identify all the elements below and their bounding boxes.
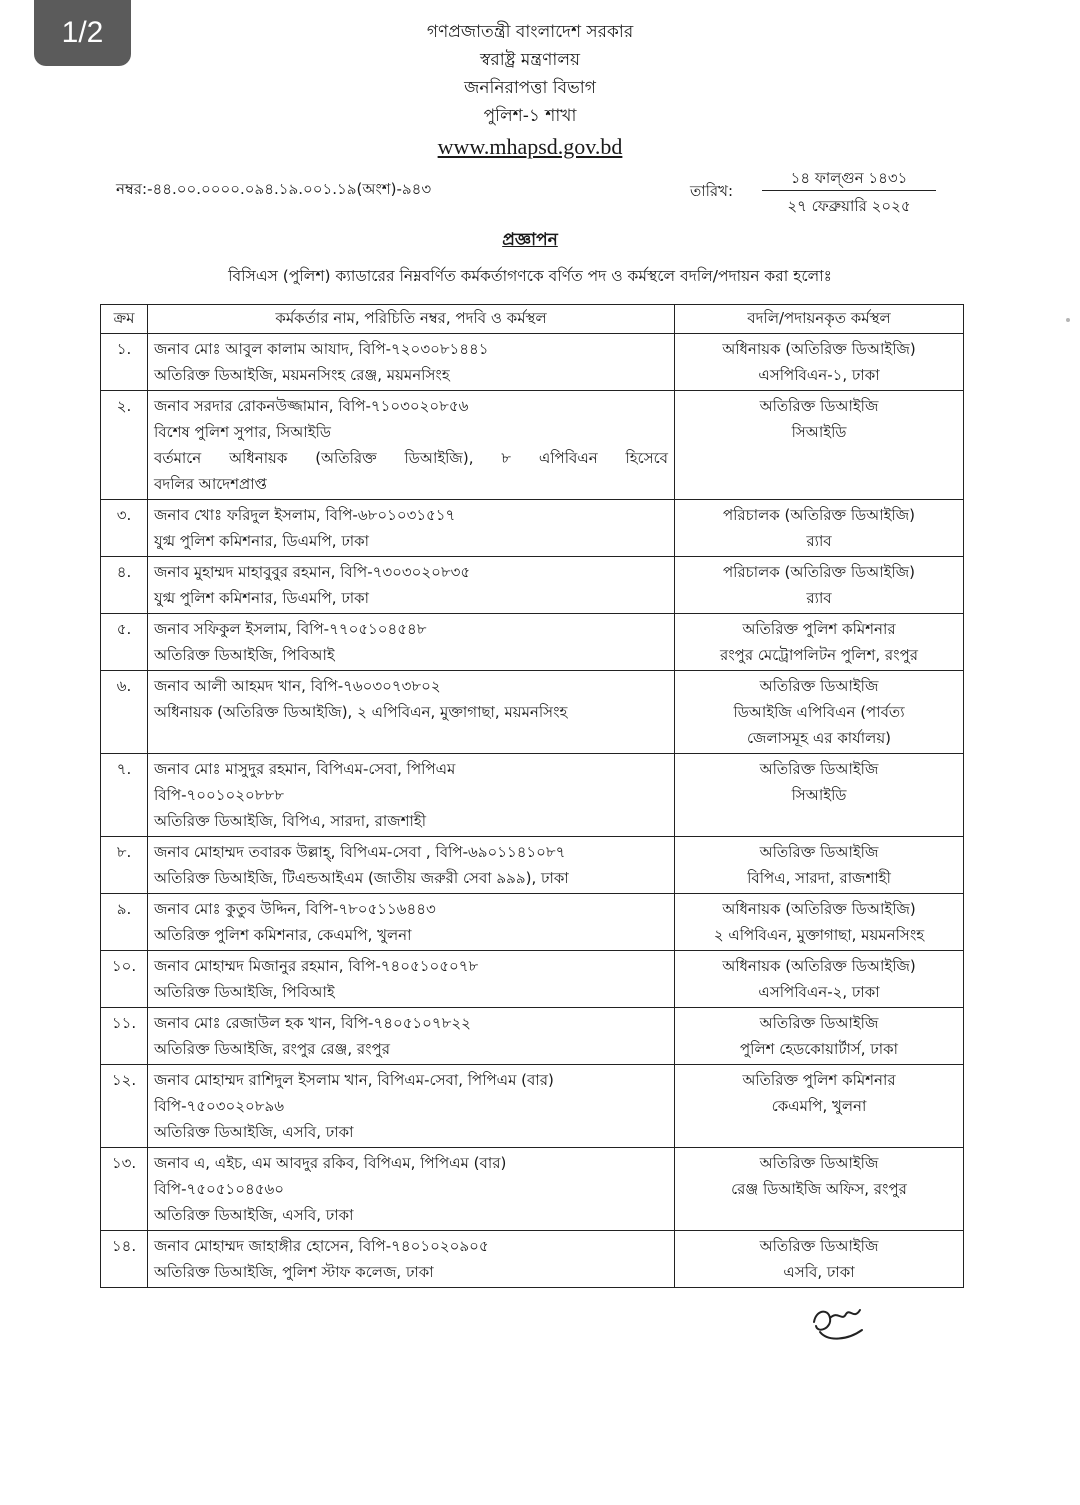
row-posting	[675, 614, 964, 671]
row-serial: ৪.	[101, 557, 148, 614]
header-serial: ক্রম	[101, 305, 148, 334]
posting-line: এসপিবিএন-২, ঢাকা	[758, 983, 880, 1001]
row-officer-details	[148, 557, 675, 614]
posting-line: সিআইডি	[791, 786, 847, 804]
row-officer-details	[148, 1008, 675, 1065]
row-officer-details	[148, 1148, 675, 1231]
row-posting	[675, 334, 964, 391]
officer-detail-line: অধিনায়ক (অতিরিক্ত ডিআইজি), ২ এপিবিএন, মুক্তাগাছা, ময়মনসিংহ	[154, 703, 568, 721]
posting-line: অতিরিক্ত পুলিশ কমিশনার	[742, 620, 896, 638]
table-row	[101, 557, 964, 614]
posting-line: রেঞ্জ ডিআইজি অফিস, রংপুর	[731, 1180, 907, 1198]
scan-speck	[1066, 318, 1070, 322]
row-posting	[675, 1008, 964, 1065]
posting-line: অতিরিক্ত ডিআইজি	[759, 1014, 879, 1032]
posting-line: অতিরিক্ত ডিআইজি	[759, 397, 879, 415]
row-posting	[675, 1065, 964, 1148]
table-row	[101, 1008, 964, 1065]
table-row	[101, 334, 964, 391]
posting-line: এসবি, ঢাকা	[783, 1263, 855, 1281]
posting-line: জেলাসমূহ এর কার্যালয়)	[746, 729, 892, 747]
row-posting	[675, 1231, 964, 1288]
date-label: তারিখ:	[690, 182, 734, 200]
row-posting	[675, 894, 964, 951]
row-officer-details	[148, 334, 675, 391]
row-serial: ৬.	[101, 671, 148, 754]
posting-line: এসপিবিএন-১, ঢাকা	[758, 366, 880, 384]
officer-detail-line: অতিরিক্ত ডিআইজি, পুলিশ স্টাফ কলেজ, ঢাকা	[154, 1263, 434, 1281]
row-serial: ৭.	[101, 754, 148, 837]
row-serial: ১৪.	[101, 1231, 148, 1288]
table-row	[101, 1148, 964, 1231]
letterhead-branch: পুলিশ-১ শাখা	[483, 106, 577, 126]
officer-detail-line: বিপি-৭৫০৩০২০৮৯৬	[154, 1097, 284, 1115]
officer-detail-line: বর্তমানে অধিনায়ক (অতিরিক্ত ডিআইজি), ৮ এপিবিএন হিসেবে	[154, 449, 668, 467]
officer-detail-line: অতিরিক্ত ডিআইজি, ময়মনসিংহ রেঞ্জ, ময়মনসিংহ	[154, 366, 450, 384]
officer-detail-line: জনাব আলী আহমদ খান, বিপি-৭৬০৩০৭৩৮০২	[154, 677, 441, 695]
row-officer-details	[148, 500, 675, 557]
posting-line: র‍্যাব	[806, 589, 832, 607]
table-row	[101, 754, 964, 837]
row-posting	[675, 754, 964, 837]
page-indicator: 1/2	[34, 0, 131, 66]
officer-detail-line: জনাব মোঃ কুতুব উদ্দিন, বিপি-৭৮০৫১১৬৪৪৩	[154, 900, 436, 918]
row-officer-details	[148, 894, 675, 951]
row-officer-details	[148, 837, 675, 894]
officer-detail-line: জনাব সরদার রোকনউজ্জামান, বিপি-৭১০৩০২০৮৫৬	[154, 397, 469, 415]
row-posting	[675, 837, 964, 894]
officer-detail-line: অতিরিক্ত ডিআইজি, টিএন্ডআইএম (জাতীয় জরুরী সেবা ৯৯৯), ঢাকা	[154, 869, 569, 887]
officer-detail-line: জনাব মোঃ মাসুদুর রহমান, বিপিএম-সেবা, পিপিএম	[154, 760, 456, 778]
row-posting	[675, 557, 964, 614]
posting-line: অতিরিক্ত পুলিশ কমিশনার	[742, 1071, 896, 1089]
table-row	[101, 671, 964, 754]
officer-detail-line: যুগ্ম পুলিশ কমিশনার, ডিএমপি, ঢাকা	[154, 532, 370, 550]
notice-title: প্রজ্ঞাপন	[502, 230, 558, 250]
posting-line: রংপুর মেট্রোপলিটন পুলিশ, রংপুর	[719, 646, 919, 664]
table-row	[101, 894, 964, 951]
table-row	[101, 951, 964, 1008]
row-officer-details	[148, 391, 675, 500]
table-row	[101, 1065, 964, 1148]
transfer-table	[100, 304, 964, 1288]
table-row	[101, 1231, 964, 1288]
officer-detail-line: জনাব খোঃ ফরিদুল ইসলাম, বিপি-৬৮০১০৩১৫১৭	[154, 506, 456, 524]
posting-line: পরিচালক (অতিরিক্ত ডিআইজি)	[722, 563, 916, 581]
officer-detail-line: জনাব মোহাম্মদ জাহাঙ্গীর হোসেন, বিপি-৭৪০১০২০৯০৫	[154, 1237, 489, 1255]
officer-detail-line: বিপি-৭৫০৫১০৪৫৬০	[154, 1180, 284, 1198]
officer-detail-line: বিপি-৭০০১০২০৮৮৮	[154, 786, 284, 804]
posting-line: ২ এপিবিএন, মুক্তাগাছা, ময়মনসিংহ	[713, 926, 925, 944]
posting-line: পুলিশ হেডকোয়ার্টার্স, ঢাকা	[739, 1040, 898, 1058]
posting-line: কেএমপি, খুলনা	[771, 1097, 867, 1115]
officer-detail-line: জনাব মোঃ রেজাউল হক খান, বিপি-৭৪০৫১০৭৮২২	[154, 1014, 471, 1032]
officer-detail-line: জনাব মোহাম্মদ রাশিদুল ইসলাম খান, বিপিএম-সেবা, পিপিএম (বার)	[154, 1071, 554, 1089]
posting-line: অতিরিক্ত ডিআইজি	[759, 760, 879, 778]
posting-line: অতিরিক্ত ডিআইজি	[759, 1154, 879, 1172]
row-serial: ১.	[101, 334, 148, 391]
officer-detail-line: বিশেষ পুলিশ সুপার, সিআইডি	[154, 423, 331, 441]
table-body	[101, 334, 964, 1288]
officer-detail-line: জনাব সফিকুল ইসলাম, বিপি-৭৭০৫১০৪৫৪৮	[154, 620, 427, 638]
officer-detail-line: অতিরিক্ত ডিআইজি, রংপুর রেঞ্জ, রংপুর	[154, 1040, 391, 1058]
letterhead-division: জননিরাপত্তা বিভাগ	[464, 78, 596, 98]
table-row	[101, 391, 964, 500]
date-gregorian: ২৭ ফেব্রুয়ারি ২০২৫	[787, 197, 911, 215]
posting-line: বিপিএ, সারদা, রাজশাহী	[747, 869, 891, 887]
posting-line: অতিরিক্ত ডিআইজি	[759, 1237, 879, 1255]
row-posting	[675, 951, 964, 1008]
row-serial: ৫.	[101, 614, 148, 671]
officer-detail-line: অতিরিক্ত ডিআইজি, এসবি, ঢাকা	[154, 1206, 354, 1224]
row-posting	[675, 1148, 964, 1231]
row-serial: ৯.	[101, 894, 148, 951]
officer-detail-line: অতিরিক্ত ডিআইজি, বিপিএ, সারদা, রাজশাহী	[154, 812, 427, 830]
letterhead-government: গণপ্রজাতন্ত্রী বাংলাদেশ সরকার	[426, 22, 634, 42]
date-bangla: ১৪ ফাল্গুন ১৪৩১	[762, 166, 936, 191]
row-serial: ১১.	[101, 1008, 148, 1065]
letterhead	[0, 18, 1060, 164]
officer-detail-line: জনাব মোহাম্মদ মিজানুর রহমান, বিপি-৭৪০৫১০৫০৭৮	[154, 957, 479, 975]
table-row	[101, 614, 964, 671]
posting-line: র‍্যাব	[806, 532, 832, 550]
posting-line: অধিনায়ক (অতিরিক্ত ডিআইজি)	[722, 900, 916, 918]
row-posting	[675, 391, 964, 500]
posting-line: অতিরিক্ত ডিআইজি	[759, 677, 879, 695]
officer-detail-line: বদলির আদেশপ্রাপ্ত	[154, 475, 267, 493]
officer-detail-line: অতিরিক্ত পুলিশ কমিশনার, কেএমপি, খুলনা	[154, 926, 412, 944]
posting-line: ডিআইজি এপিবিএন (পার্বত্য	[733, 703, 905, 721]
row-officer-details	[148, 614, 675, 671]
posting-line: অধিনায়ক (অতিরিক্ত ডিআইজি)	[722, 957, 916, 975]
officer-detail-line: জনাব মোহাম্মদ তবারক উল্লাহ্‌, বিপিএম-সেবা , বিপি-৬৯০১১৪১০৮৭	[154, 843, 566, 861]
row-posting	[675, 500, 964, 557]
header-officer-details: কর্মকর্তার নাম, পরিচিতি নম্বর, পদবি ও কর্মস্থল	[148, 305, 675, 334]
officer-detail-line: অতিরিক্ত ডিআইজি, পিবিআই	[154, 983, 335, 1001]
row-serial: ২.	[101, 391, 148, 500]
officer-detail-line: জনাব মোঃ আবুল কালাম আযাদ, বিপি-৭২০৩০৮১৪৪১	[154, 340, 489, 358]
date-block	[762, 166, 936, 219]
officer-detail-line: অতিরিক্ত ডিআইজি, এসবি, ঢাকা	[154, 1123, 354, 1141]
row-officer-details	[148, 1065, 675, 1148]
row-officer-details	[148, 951, 675, 1008]
signature-mark	[808, 1302, 868, 1344]
posting-line: অতিরিক্ত ডিআইজি	[759, 843, 879, 861]
row-officer-details	[148, 1231, 675, 1288]
posting-line: পরিচালক (অতিরিক্ত ডিআইজি)	[722, 506, 916, 524]
officer-detail-line: জনাব মুহাম্মদ মাহাবুবুর রহমান, বিপি-৭৩০৩০২০৮৩৫	[154, 563, 471, 581]
officer-detail-line: জনাব এ, এইচ, এম আবদুর রকিব, বিপিএম, পিপিএম (বার)	[154, 1154, 507, 1172]
table-header-row	[101, 305, 964, 334]
row-officer-details	[148, 671, 675, 754]
row-posting	[675, 671, 964, 754]
row-serial: ৮.	[101, 837, 148, 894]
row-serial: ১০.	[101, 951, 148, 1008]
row-serial: ১৩.	[101, 1148, 148, 1231]
memo-number: নম্বর:-৪৪.০০.০০০০.০৯৪.১৯.০০১.১৯(অংশ)-৯৪৩	[116, 180, 432, 198]
posting-line: অধিনায়ক (অতিরিক্ত ডিআইজি)	[722, 340, 916, 358]
notice-intro: বিসিএস (পুলিশ) ক্যাডারের নিম্নবর্ণিত কর্মকর্তাগণকে বর্ণিত পদ ও কর্মস্থলে বদলি/পদায়ন করা হলোঃ	[228, 267, 832, 285]
header-posting: বদলি/পদায়নকৃত কর্মস্থল	[675, 305, 964, 334]
row-serial: ৩.	[101, 500, 148, 557]
row-serial: ১২.	[101, 1065, 148, 1148]
website-link[interactable]: www.mhapsd.gov.bd	[437, 134, 623, 159]
table-row	[101, 500, 964, 557]
row-officer-details	[148, 754, 675, 837]
officer-detail-line: যুগ্ম পুলিশ কমিশনার, ডিএমপি, ঢাকা	[154, 589, 370, 607]
table-row	[101, 837, 964, 894]
officer-detail-line: অতিরিক্ত ডিআইজি, পিবিআই	[154, 646, 335, 664]
posting-line: সিআইডি	[791, 423, 847, 441]
letterhead-ministry: স্বরাষ্ট্র মন্ত্রণালয়	[480, 50, 580, 70]
